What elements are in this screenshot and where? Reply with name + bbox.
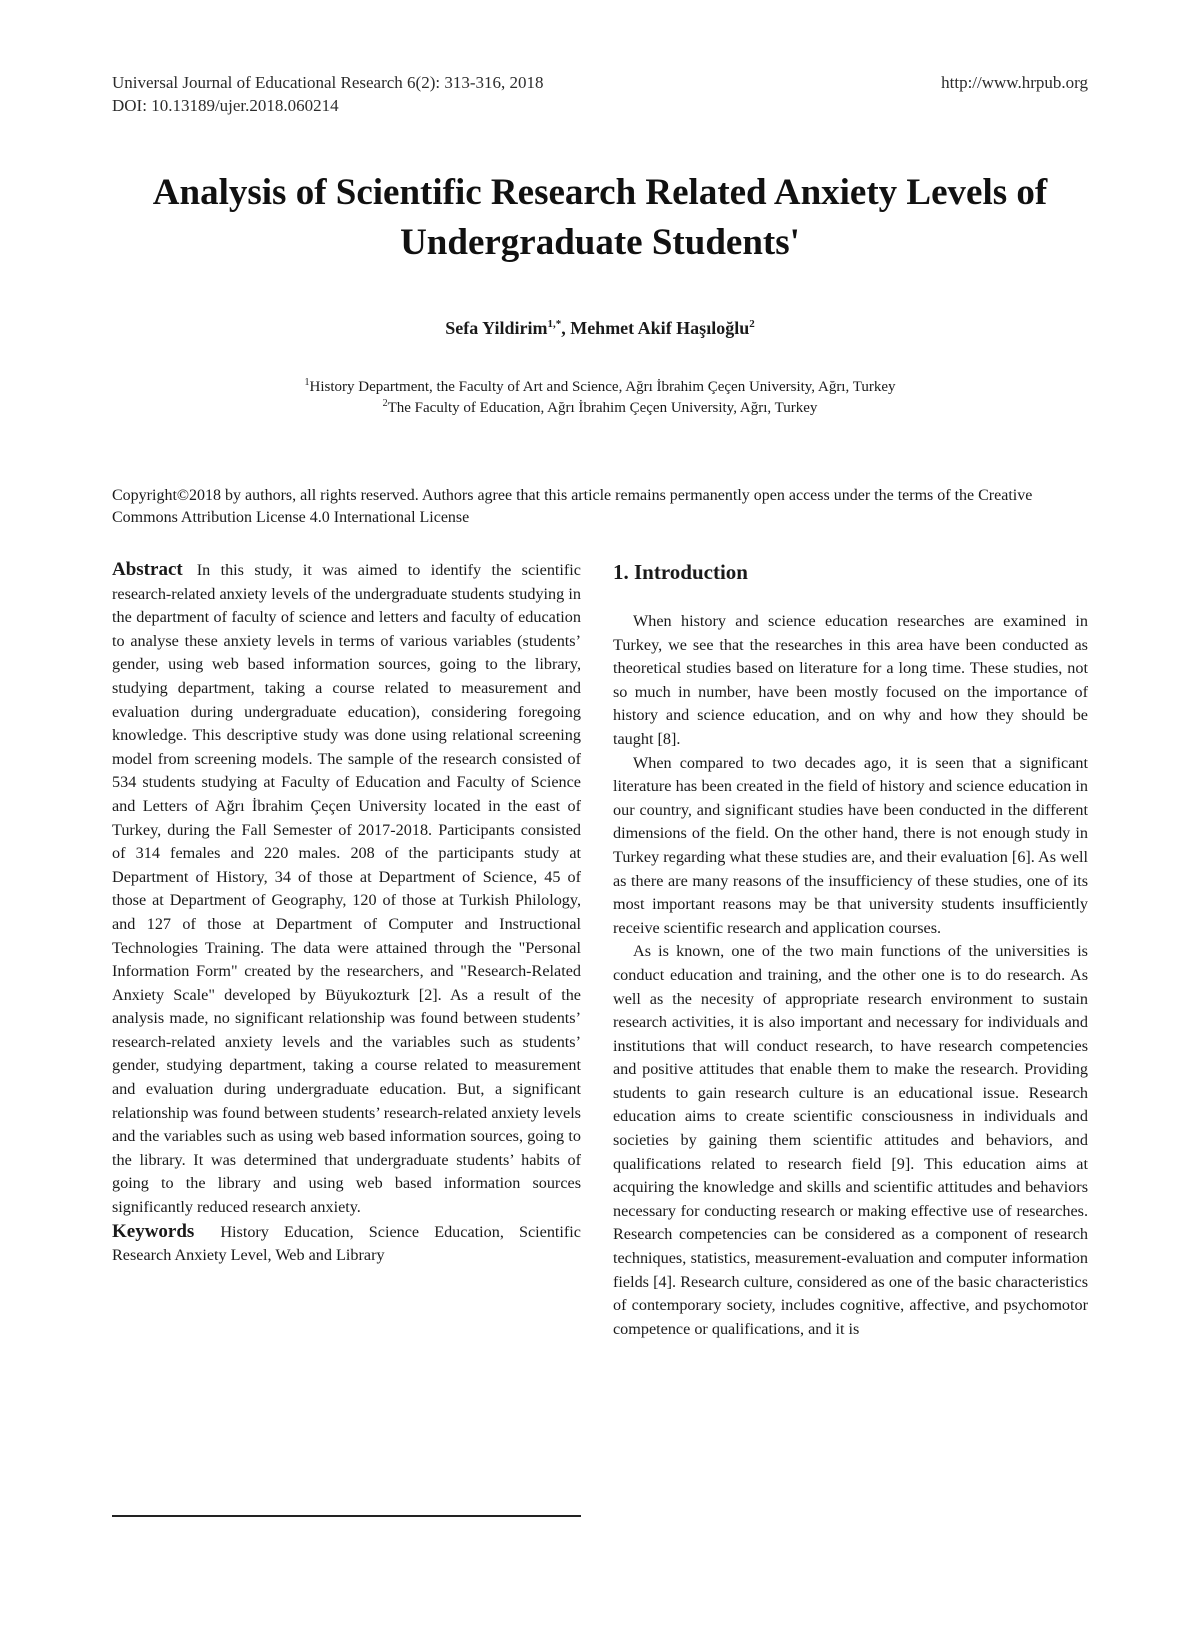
- journal-citation: Universal Journal of Educational Research 6(2): 313-316, 2018: [112, 73, 544, 92]
- copyright-notice: Copyright©2018 by authors, all rights reserved. Authors agree that this article remains permanently open access under the terms of the Creative Commons Attribution License 4.0 International License: [112, 487, 1033, 526]
- intro-paragraph: As is known, one of the two main functions of the universities is conduct education and training, and the other one is to do research. As well as the necesity of appropriate research environment to sustain research activities, it is also important and necessary for individuals and institutions that will conduct research, to have research competencies and positive attitudes that enable them to make the research. Providing students to gain research culture is an educational issue. Research education aims to create scientific consciousness in individuals and societies by gaining them scientific attitudes and behaviors, and qualifications related to research field [9]. This education aims at acquiring the knowledge and skills and scientific attitudes and behaviors necessary for conducting research or making effective use of researches. Research competencies can be considered as a component of research techniques, statistics, measurement-evaluation and computer information fields [4]. Research culture, considered as one of the basic characteristics of contemporary society, includes cognitive, affective, and psychomotor competence or qualifications, and it is: [613, 942, 1088, 1338]
- doi[interactable]: DOI: 10.13189/ujer.2018.060214: [112, 96, 339, 115]
- left-column: [112, 558, 581, 1268]
- abstract-text: In this study, it was aimed to identify the scientific research-related anxiety levels of the undergraduate students studying in the department of faculty of science and letters and faculty of education to analyse these anxiety levels in terms of various variables (students’ gender, using web based information sources, going to the library, studying department, taking a course related to measurement and evaluation during undergraduate education), considering foregoing knowledge. This descriptive study was done using relational screening model from screening models. The sample of the research consisted of 534 students studying at Faculty of Education and Faculty of Science and Letters of Ağrı İbrahim Çeçen University located in the east of Turkey, during the Fall Semester of 2017-2018. Participants consisted of 314 females and 220 males. 208 of the participants study at Department of History, 34 of those at Department of Science, 45 of those at Department of Geography, 120 of those at Turkish Philology, and 127 of those at Department of Computer and Instructional Technologies Training. The data were attained through the "Personal Information Form" created by the researchers, and "Research-Related Anxiety Scale" developed by Büyukozturk [2]. As a result of the analysis made, no significant relationship was found between students’ research-related anxiety levels and the variables such as students’ gender, studying department, taking a course related to measurement and evaluation during undergraduate education. But, a significant relationship was found between students’ research-related anxiety levels and the variables such as using web based information sources, going to the library. It was determined that undergraduate students’ habits of going to the library and using web based information sources significantly reduced research anxiety.: [112, 561, 581, 1217]
- affiliation-2-text: The Faculty of Education, Ağrı İbrahim Çeçen University, Ağrı, Turkey: [387, 400, 818, 416]
- right-column: [613, 610, 1088, 1341]
- author-1-affil: 1,*: [547, 318, 562, 330]
- keywords: [112, 1220, 581, 1268]
- author-2: Mehmet Akif Haşıloğlu: [570, 318, 750, 338]
- keywords-text: History Education, Science Education, Scientific Research Anxiety Level, Web and Library: [112, 1222, 581, 1265]
- intro-paragraph: When history and science education researches are examined in Turkey, we see that the researches in this area have been conducted as theoretical studies based on literature for a long time. These studies, not so much in number, have been mostly focused on the importance of history and science education, and on why and how they should be taught [8].: [613, 612, 1088, 748]
- paper-title: Analysis of Scientific Research Related Anxiety Levels of Undergraduate Students': [152, 172, 1048, 263]
- author-line: [0, 318, 1200, 339]
- abstract: [112, 558, 581, 1220]
- abstract-heading: Abstract: [112, 559, 183, 580]
- affiliation-2-mark: 2: [382, 398, 388, 409]
- affiliation-2: [0, 398, 1200, 417]
- author-2-affil: 2: [749, 318, 755, 330]
- affiliation-1: [0, 377, 1200, 396]
- journal-url[interactable]: http://www.hrpub.org: [941, 73, 1088, 92]
- footnote-rule: [112, 1515, 581, 1517]
- affiliation-1-mark: 1: [304, 377, 310, 388]
- author-separator: ,: [561, 318, 571, 338]
- section-heading-introduction: 1. Introduction: [613, 560, 748, 584]
- affiliation-1-text: History Department, the Faculty of Art and Science, Ağrı İbrahim Çeçen University, Ağrı, Turkey: [309, 379, 896, 395]
- intro-paragraph: When compared to two decades ago, it is seen that a significant literature has been created in the field of history and science education in our country, and significant studies have been conducted in the different dimensions of the field. On the other hand, there is not enough study in Turkey regarding what these studies are, and their evaluation [6]. As well as there are many reasons of the insufficiency of these studies, one of its most important reasons may be that university students insufficiently receive scientific research and application courses.: [613, 753, 1088, 937]
- author-1: Sefa Yildirim: [445, 318, 548, 338]
- keywords-heading: Keywords: [112, 1220, 195, 1242]
